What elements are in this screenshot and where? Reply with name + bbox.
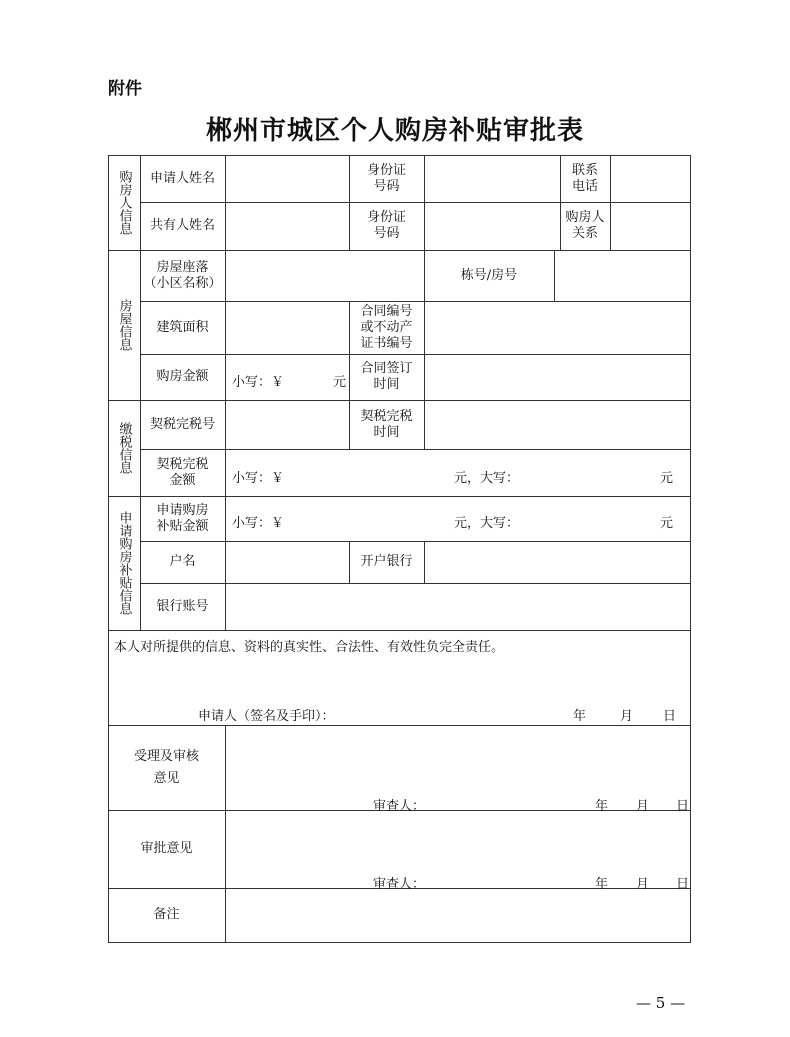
label-contract-number: 合同编号 或不动产 证书编号 (360, 303, 413, 351)
field-bank-account[interactable] (225, 583, 690, 630)
attachment-label: 附件 (108, 79, 142, 99)
label-subsidy-amount: 申请购房 补贴金额 (156, 502, 209, 534)
label-remarks: 备注 (153, 907, 180, 922)
section-buyer-info: 购房人信息 (116, 170, 132, 235)
review-date-year: 年 (595, 799, 609, 814)
label-co-owner-id: 身份证 号码 (366, 210, 406, 241)
declaration-text: 本人对所提供的信息、资料的真实性、合法性、有效性负完全责任。 (114, 640, 505, 655)
field-contract-number[interactable] (424, 301, 690, 354)
field-bank[interactable] (424, 541, 690, 583)
label-co-owner-name: 共有人姓名 (149, 218, 215, 233)
label-applicant-name: 申请人姓名 (149, 170, 215, 186)
deed-tax-lowercase: 小写：￥ (232, 471, 285, 486)
label-approval-opinion: 审批意见 (140, 841, 193, 856)
field-approval-opinion[interactable] (225, 810, 690, 888)
approval-date-day: 日 (676, 877, 690, 892)
applicant-date-year: 年 (573, 709, 587, 724)
label-building-room: 栋号/房号 (460, 267, 518, 283)
field-contract-time[interactable] (424, 354, 690, 400)
label-id-number: 身份证 号码 (366, 162, 406, 194)
review-date-month: 月 (636, 799, 650, 814)
applicant-date-month: 月 (620, 709, 634, 724)
deed-tax-yuan: 元 (660, 471, 674, 486)
field-deed-tax-number[interactable] (225, 400, 349, 449)
field-co-owner-name[interactable] (225, 202, 349, 250)
applicant-date-day: 日 (663, 709, 677, 724)
review-date-day: 日 (676, 799, 690, 814)
label-account-name: 户名 (169, 554, 196, 569)
field-review-opinion[interactable] (225, 725, 690, 810)
subsidy-uppercase: 元，大写： (454, 516, 520, 531)
field-floor-area[interactable] (225, 301, 349, 354)
subsidy-lowercase: 小写：￥ (232, 516, 285, 531)
approval-reviewer-label: 审查人： (373, 877, 426, 892)
label-house-location: 房屋座落 （小区名称） (143, 259, 222, 291)
review-reviewer-label: 审查人： (373, 799, 426, 814)
approval-date-year: 年 (595, 877, 609, 892)
purchase-amount-yuan: 元 (333, 375, 347, 390)
section-tax-info: 缴税信息 (116, 422, 132, 474)
field-deed-tax-time[interactable] (424, 400, 690, 449)
label-bank: 开户银行 (360, 554, 413, 569)
field-co-owner-id[interactable] (424, 202, 560, 250)
label-contact-phone: 联系 电话 (571, 162, 598, 194)
label-relation: 购房人 关系 (565, 210, 605, 241)
section-house-info: 房屋信息 (116, 299, 132, 351)
page-number: — 5 — (636, 994, 686, 1012)
field-remarks[interactable] (225, 888, 690, 942)
label-bank-account: 银行账号 (156, 598, 209, 614)
label-purchase-amount: 购房金额 (156, 369, 209, 384)
field-applicant-name[interactable] (225, 155, 349, 202)
subsidy-yuan: 元 (660, 516, 674, 531)
label-deed-tax-number: 契税完税号 (149, 416, 215, 432)
label-review-opinion: 受理及审核 意见 (133, 748, 199, 786)
purchase-amount-lowercase: 小写：￥ (232, 375, 285, 390)
label-floor-area: 建筑面积 (156, 319, 209, 335)
field-house-location[interactable] (225, 250, 424, 301)
field-building-room[interactable] (554, 250, 690, 301)
field-contact-phone[interactable] (610, 155, 690, 202)
field-id-number[interactable] (424, 155, 560, 202)
label-deed-tax-amount: 契税完税 金额 (156, 456, 209, 488)
approval-date-month: 月 (636, 877, 650, 892)
label-contract-time: 合同签订 时间 (360, 361, 413, 392)
section-subsidy-info: 申请购房补贴信息 (116, 511, 132, 615)
approval-form-table (108, 155, 691, 943)
field-relation[interactable] (610, 202, 690, 250)
field-account-name[interactable] (225, 541, 349, 583)
deed-tax-uppercase: 元，大写： (454, 471, 520, 486)
form-title: 郴州市城区个人购房补贴审批表 (205, 116, 584, 146)
applicant-signature-label: 申请人（签名及手印）： (198, 709, 335, 724)
label-deed-tax-time: 契税完税 时间 (360, 408, 413, 440)
